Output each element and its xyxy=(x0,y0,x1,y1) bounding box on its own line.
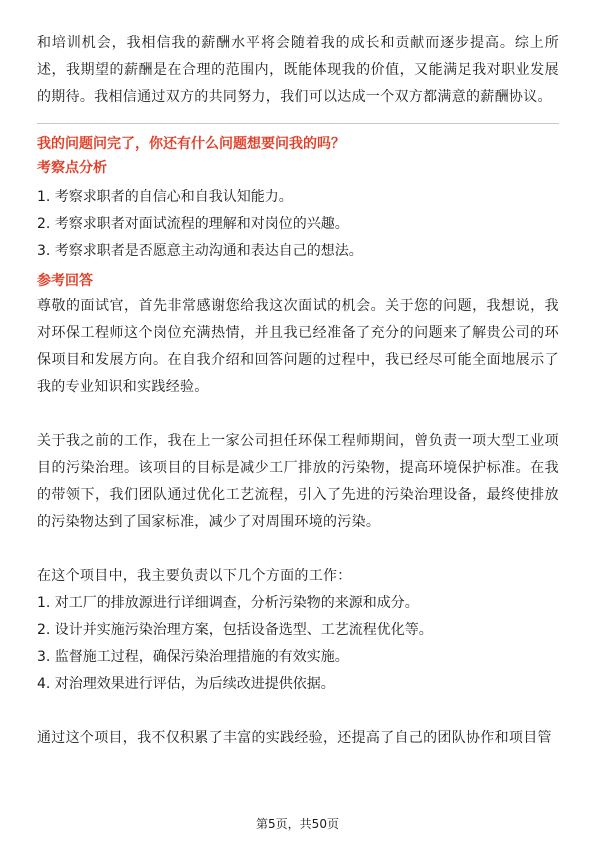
analysis-heading: 考察点分析 xyxy=(37,160,107,176)
answer-list-item: 2. 设计并实施污染治理方案，包括设备选型、工艺流程优化等。 xyxy=(37,622,433,638)
answer-paragraph: 在这个项目中，我主要负责以下几个方面的工作： xyxy=(37,568,352,584)
answer-paragraph: 尊敬的面试官，首先非常感谢您给我这次面试的机会。关于您的问题，我想说，我对环保工程师这个岗位充满热情，并且我已经准备了充分的问题来了解贵公司的环保项目和发展方向。在自我介绍和回答问题的过程中，我已经尽可能全面地展示了我的专业知识和实践经验。 xyxy=(37,298,559,395)
analysis-item: 3. 考察求职者是否愿意主动沟通和表达自己的想法。 xyxy=(37,243,363,259)
answer-list-item: 1. 对工厂的排放源进行详细调查，分析污染物的来源和成分。 xyxy=(37,595,419,611)
answer-paragraph: 通过这个项目，我不仅积累了丰富的实践经验，还提高了自己的团队协作和项目管 xyxy=(37,730,552,746)
page-number: 第5页，共50页 xyxy=(256,817,339,831)
answer-list-item: 3. 监督施工过程，确保污染治理措施的有效实施。 xyxy=(37,649,349,665)
answer-heading: 参考回答 xyxy=(37,273,93,289)
question-title: 我的问题问完了，你还有什么问题想要问我的吗？ xyxy=(37,136,345,152)
answer-list-item: 4. 对治理效果进行评估，为后续改进提供依据。 xyxy=(37,676,335,692)
document-page xyxy=(37,30,559,752)
analysis-item: 1. 考察求职者的自信心和自我认知能力。 xyxy=(37,189,293,205)
intro-paragraph: 和培训机会，我相信我的薪酬水平将会随着我的成长和贡献而逐步提高。综上所述，我期望的薪酬是在合理的范围内，既能体现我的价值，又能满足我对职业发展的期待。我相信通过双方的共同努力，我们可以达成一个双方都满意的薪酬协议。 xyxy=(37,35,559,105)
answer-paragraph: 关于我之前的工作，我在上一家公司担任环保工程师期间，曾负责一项大型工业项目的污染治理。该项目的目标是减少工厂排放的污染物，提高环境保护标准。在我的带领下，我们团队通过优化工艺流程，引入了先进的污染治理设备，最终使排放的污染物达到了国家标准，减少了对周围环境的污染。 xyxy=(37,433,559,530)
section-divider xyxy=(37,123,559,124)
analysis-item: 2. 考察求职者对面试流程的理解和对岗位的兴趣。 xyxy=(37,216,349,232)
